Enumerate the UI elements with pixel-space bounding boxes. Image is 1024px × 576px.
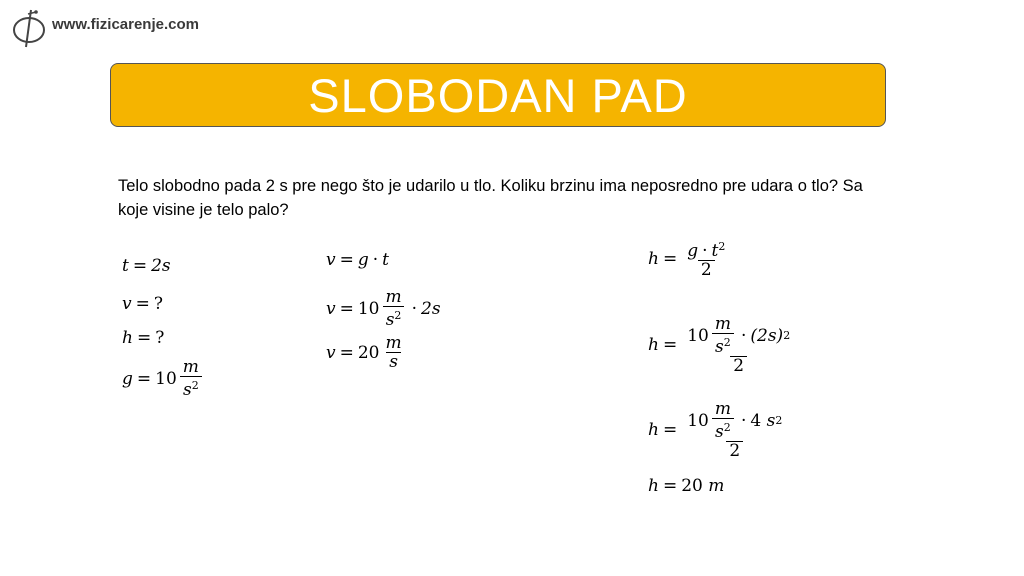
given-v: v = ? [122,294,163,314]
given-h: h = ? [122,328,165,348]
height-substitution: h = 10 $\frac{m}{s^2}$ · (2s) 2 2 [648,314,791,376]
problem-text: Telo slobodno pada 2 s pre nego što je udarilo u tlo. Koliku brzinu ima neposredno pre udara o tlo? Sa koje visine je telo palo? [118,177,863,219]
height-formula: h = $\frac{g \cdot t^2}{2}$ [648,240,726,280]
height-result: h = 20 m [648,476,725,496]
velocity-substitution: v = 10 $\frac{m}{s^2}$ · 2s [326,287,441,330]
given-g: g = 10 $\frac{m}{s^2}$ [122,358,205,399]
fizicarenje-logo-icon [12,8,48,48]
logo [12,8,199,48]
title-banner [110,63,886,127]
given-t: t = 2s [122,256,171,276]
velocity-formula: v = g · t [326,250,389,270]
page-title: SLOBODAN PAD [308,68,688,122]
site-url[interactable]: www.fizicarenje.com [52,15,199,33]
height-simplified: h = 10 $\frac{m}{s^2}$ · 4 s 2 2 [648,399,783,461]
velocity-result: v = 20 $\frac{m}{s}$ [326,333,402,372]
